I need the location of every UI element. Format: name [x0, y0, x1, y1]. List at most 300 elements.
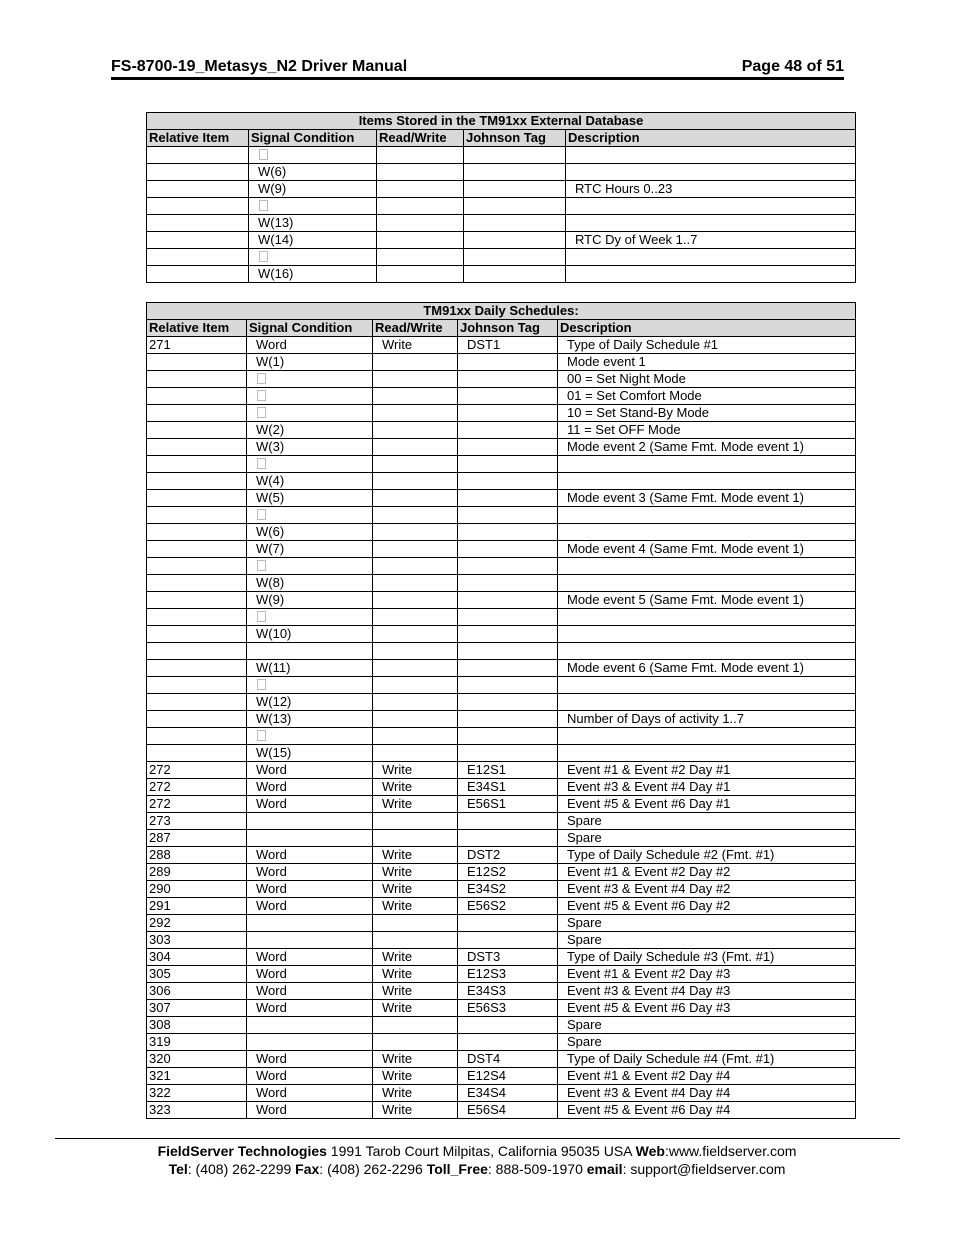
table-row — [147, 439, 856, 456]
johnson-tag-cell — [458, 490, 558, 507]
relative-item-cell: 291 — [147, 898, 247, 915]
relative-item-cell: 288 — [147, 847, 247, 864]
johnson-tag-cell: E56S3 — [458, 1000, 558, 1017]
table-row — [147, 660, 856, 677]
table-row — [147, 898, 856, 915]
description-cell — [558, 626, 856, 643]
signal-condition-cell: W(14) — [249, 232, 377, 249]
table-row — [147, 711, 856, 728]
read-write-cell: Write — [373, 1000, 458, 1017]
read-write-cell — [373, 558, 458, 575]
table-row — [147, 524, 856, 541]
read-write-cell: Write — [373, 847, 458, 864]
johnson-tag-cell — [458, 813, 558, 830]
description-cell: Mode event 4 (Same Fmt. Mode event 1) — [558, 541, 856, 558]
signal-condition-cell: W(5) — [247, 490, 373, 507]
relative-item-cell — [147, 388, 247, 405]
missing-glyph-icon — [259, 200, 268, 211]
table-row — [147, 371, 856, 388]
description-cell: Spare — [558, 1017, 856, 1034]
signal-condition-cell: Word — [247, 762, 373, 779]
read-write-cell — [373, 439, 458, 456]
relative-item-cell — [147, 592, 247, 609]
signal-condition-cell: W(15) — [247, 745, 373, 762]
relative-item-cell — [147, 473, 247, 490]
table-title: TM91xx Daily Schedules: — [147, 303, 856, 320]
description-cell: 01 = Set Comfort Mode — [558, 388, 856, 405]
johnson-tag-cell — [458, 728, 558, 745]
table-row — [147, 1068, 856, 1085]
read-write-cell — [373, 626, 458, 643]
description-cell: Event #1 & Event #2 Day #4 — [558, 1068, 856, 1085]
signal-condition-cell — [247, 388, 373, 405]
johnson-tag-cell — [458, 626, 558, 643]
relative-item-cell: 321 — [147, 1068, 247, 1085]
signal-condition-cell: W(3) — [247, 439, 373, 456]
relative-item-cell — [147, 541, 247, 558]
relative-item-cell — [147, 609, 247, 626]
signal-condition-cell — [249, 147, 377, 164]
table-row — [147, 456, 856, 473]
relative-item-cell — [147, 422, 247, 439]
table-row — [147, 830, 856, 847]
read-write-cell — [377, 147, 464, 164]
missing-glyph-icon — [257, 407, 266, 418]
relative-item-cell: 303 — [147, 932, 247, 949]
johnson-tag-cell — [458, 456, 558, 473]
read-write-cell — [377, 249, 464, 266]
johnson-tag-cell — [458, 1017, 558, 1034]
johnson-tag-cell — [458, 830, 558, 847]
description-cell: Number of Days of activity 1..7 — [558, 711, 856, 728]
read-write-cell — [377, 215, 464, 232]
signal-condition-cell: Word — [247, 898, 373, 915]
johnson-tag-cell: E12S1 — [458, 762, 558, 779]
johnson-tag-cell: E12S4 — [458, 1068, 558, 1085]
signal-condition-cell — [249, 198, 377, 215]
description-cell — [558, 473, 856, 490]
relative-item-cell: 289 — [147, 864, 247, 881]
read-write-cell — [373, 541, 458, 558]
relative-item-cell — [147, 643, 247, 660]
read-write-cell: Write — [373, 337, 458, 354]
table-row — [147, 966, 856, 983]
description-cell — [566, 198, 856, 215]
read-write-cell — [373, 830, 458, 847]
relative-item-cell — [147, 490, 247, 507]
description-cell: 11 = Set OFF Mode — [558, 422, 856, 439]
signal-condition-cell — [247, 915, 373, 932]
description-cell: Event #1 & Event #2 Day #3 — [558, 966, 856, 983]
table-row — [147, 881, 856, 898]
table-row — [147, 1051, 856, 1068]
column-header: Signal Condition — [247, 320, 373, 337]
johnson-tag-cell — [458, 643, 558, 660]
relative-item-cell — [147, 677, 247, 694]
johnson-tag-cell: E34S1 — [458, 779, 558, 796]
relative-item-cell: 304 — [147, 949, 247, 966]
signal-condition-cell: W(7) — [247, 541, 373, 558]
signal-condition-cell — [247, 371, 373, 388]
table-row — [147, 558, 856, 575]
column-header: Signal Condition — [249, 130, 377, 147]
signal-condition-cell — [247, 932, 373, 949]
signal-condition-cell: Word — [247, 983, 373, 1000]
johnson-tag-cell: DST4 — [458, 1051, 558, 1068]
column-header: Read/Write — [377, 130, 464, 147]
relative-item-cell — [147, 232, 249, 249]
document-title: FS-8700-19_Metasys_N2 Driver Manual — [111, 58, 408, 75]
column-header-row — [147, 130, 856, 147]
signal-condition-cell — [247, 813, 373, 830]
description-cell — [566, 147, 856, 164]
johnson-tag-cell — [458, 473, 558, 490]
table-row — [147, 541, 856, 558]
table-row — [147, 1000, 856, 1017]
signal-condition-cell: Word — [247, 1102, 373, 1119]
johnson-tag-cell — [464, 215, 566, 232]
description-cell: Event #3 & Event #4 Day #3 — [558, 983, 856, 1000]
signal-condition-cell: W(2) — [247, 422, 373, 439]
table-row — [147, 249, 856, 266]
relative-item-cell: 292 — [147, 915, 247, 932]
table-row — [147, 728, 856, 745]
table-row — [147, 1085, 856, 1102]
column-header: Description — [566, 130, 856, 147]
footer-rule — [55, 1138, 900, 1139]
johnson-tag-cell — [458, 575, 558, 592]
johnson-tag-cell — [458, 1034, 558, 1051]
signal-condition-cell: Word — [247, 1068, 373, 1085]
signal-condition-cell: Word — [247, 1085, 373, 1102]
relative-item-cell — [147, 354, 247, 371]
read-write-cell: Write — [373, 1051, 458, 1068]
signal-condition-cell: W(8) — [247, 575, 373, 592]
relative-item-cell — [147, 575, 247, 592]
read-write-cell: Write — [373, 1068, 458, 1085]
read-write-cell: Write — [373, 983, 458, 1000]
johnson-tag-cell — [458, 371, 558, 388]
relative-item-cell: 272 — [147, 762, 247, 779]
table-row — [147, 1034, 856, 1051]
relative-item-cell: 290 — [147, 881, 247, 898]
description-cell — [558, 524, 856, 541]
relative-item-cell — [147, 215, 249, 232]
signal-condition-cell — [247, 643, 373, 660]
read-write-cell — [377, 266, 464, 283]
read-write-cell: Write — [373, 949, 458, 966]
read-write-cell — [377, 181, 464, 198]
missing-glyph-icon — [257, 458, 266, 469]
relative-item-cell: 271 — [147, 337, 247, 354]
relative-item-cell — [147, 266, 249, 283]
column-header: Relative Item — [147, 130, 249, 147]
read-write-cell — [373, 507, 458, 524]
johnson-tag-cell — [458, 915, 558, 932]
relative-item-cell — [147, 456, 247, 473]
relative-item-cell — [147, 249, 249, 266]
johnson-tag-cell — [464, 266, 566, 283]
table-row — [147, 388, 856, 405]
read-write-cell — [373, 745, 458, 762]
read-write-cell — [373, 728, 458, 745]
description-cell: Type of Daily Schedule #3 (Fmt. #1) — [558, 949, 856, 966]
read-write-cell — [377, 198, 464, 215]
relative-item-cell: 305 — [147, 966, 247, 983]
missing-glyph-icon — [257, 611, 266, 622]
read-write-cell — [373, 813, 458, 830]
table-row — [147, 609, 856, 626]
fax-value: : (408) 262-2296 — [319, 1161, 427, 1177]
johnson-tag-cell: E56S2 — [458, 898, 558, 915]
read-write-cell: Write — [373, 762, 458, 779]
read-write-cell — [373, 660, 458, 677]
relative-item-cell — [147, 371, 247, 388]
relative-item-cell — [147, 507, 247, 524]
read-write-cell — [373, 524, 458, 541]
relative-item-cell — [147, 626, 247, 643]
relative-item-cell — [147, 728, 247, 745]
signal-condition-cell — [247, 405, 373, 422]
email-label: email — [586, 1161, 623, 1177]
read-write-cell: Write — [373, 881, 458, 898]
web-link[interactable]: :www.fieldserver.com — [664, 1143, 797, 1159]
footer-line-1 — [0, 1142, 954, 1160]
relative-item-cell: 307 — [147, 1000, 247, 1017]
read-write-cell — [373, 575, 458, 592]
description-cell: Event #5 & Event #6 Day #1 — [558, 796, 856, 813]
table-row — [147, 405, 856, 422]
external-database-table — [146, 112, 856, 283]
signal-condition-cell: Word — [247, 864, 373, 881]
relative-item-cell — [147, 147, 249, 164]
description-cell: Event #5 & Event #6 Day #2 — [558, 898, 856, 915]
johnson-tag-cell: E12S2 — [458, 864, 558, 881]
read-write-cell — [373, 677, 458, 694]
johnson-tag-cell — [464, 164, 566, 181]
read-write-cell: Write — [373, 1085, 458, 1102]
relative-item-cell — [147, 660, 247, 677]
relative-item-cell: 323 — [147, 1102, 247, 1119]
relative-item-cell — [147, 558, 247, 575]
table-row — [147, 779, 856, 796]
column-header: Johnson Tag — [464, 130, 566, 147]
missing-glyph-icon — [257, 560, 266, 571]
description-cell: RTC Hours 0..23 — [566, 181, 856, 198]
tollfree-label: Toll_Free — [426, 1161, 488, 1177]
table-row — [147, 694, 856, 711]
table-row — [147, 473, 856, 490]
johnson-tag-cell — [458, 507, 558, 524]
missing-glyph-icon — [257, 390, 266, 401]
table-row — [147, 266, 856, 283]
description-cell: Mode event 6 (Same Fmt. Mode event 1) — [558, 660, 856, 677]
johnson-tag-cell: E56S1 — [458, 796, 558, 813]
johnson-tag-cell — [464, 147, 566, 164]
read-write-cell: Write — [373, 966, 458, 983]
relative-item-cell: 273 — [147, 813, 247, 830]
relative-item-cell: 272 — [147, 796, 247, 813]
relative-item-cell: 308 — [147, 1017, 247, 1034]
relative-item-cell: 320 — [147, 1051, 247, 1068]
description-cell — [558, 694, 856, 711]
description-cell — [558, 507, 856, 524]
column-header: Johnson Tag — [458, 320, 558, 337]
missing-glyph-icon — [257, 373, 266, 384]
table-row — [147, 677, 856, 694]
description-cell: Type of Daily Schedule #4 (Fmt. #1) — [558, 1051, 856, 1068]
signal-condition-cell: Word — [247, 779, 373, 796]
johnson-tag-cell — [458, 932, 558, 949]
signal-condition-cell: Word — [247, 966, 373, 983]
fax-label: Fax — [295, 1161, 320, 1177]
signal-condition-cell — [249, 249, 377, 266]
table-row — [147, 626, 856, 643]
description-cell: Mode event 3 (Same Fmt. Mode event 1) — [558, 490, 856, 507]
signal-condition-cell: Word — [247, 337, 373, 354]
signal-condition-cell — [247, 1034, 373, 1051]
description-cell — [566, 266, 856, 283]
web-label: Web — [635, 1143, 665, 1159]
signal-condition-cell: W(1) — [247, 354, 373, 371]
tel-value: : (408) 262-2299 — [187, 1161, 296, 1177]
table-row — [147, 232, 856, 249]
read-write-cell — [373, 490, 458, 507]
company-address: 1991 Tarob Court Milpitas, California 95035 USA — [326, 1143, 636, 1159]
signal-condition-cell — [247, 609, 373, 626]
table-row — [147, 932, 856, 949]
email-link[interactable]: : support@fieldserver.com — [622, 1161, 786, 1177]
relative-item-cell — [147, 198, 249, 215]
johnson-tag-cell — [458, 524, 558, 541]
description-cell: Event #1 & Event #2 Day #1 — [558, 762, 856, 779]
column-header: Read/Write — [373, 320, 458, 337]
johnson-tag-cell: DST1 — [458, 337, 558, 354]
johnson-tag-cell — [458, 592, 558, 609]
description-cell: Mode event 5 (Same Fmt. Mode event 1) — [558, 592, 856, 609]
johnson-tag-cell: DST3 — [458, 949, 558, 966]
read-write-cell — [373, 609, 458, 626]
read-write-cell: Write — [373, 898, 458, 915]
description-cell — [558, 643, 856, 660]
johnson-tag-cell — [458, 694, 558, 711]
read-write-cell — [373, 643, 458, 660]
read-write-cell — [373, 371, 458, 388]
signal-condition-cell: W(13) — [249, 215, 377, 232]
read-write-cell — [377, 232, 464, 249]
description-cell: Event #1 & Event #2 Day #2 — [558, 864, 856, 881]
johnson-tag-cell — [458, 405, 558, 422]
table-row — [147, 215, 856, 232]
relative-item-cell — [147, 745, 247, 762]
signal-condition-cell: W(6) — [249, 164, 377, 181]
johnson-tag-cell — [464, 181, 566, 198]
table-row — [147, 181, 856, 198]
description-cell: Spare — [558, 915, 856, 932]
description-cell: Event #5 & Event #6 Day #3 — [558, 1000, 856, 1017]
table-row — [147, 643, 856, 660]
signal-condition-cell: Word — [247, 949, 373, 966]
description-cell: 10 = Set Stand-By Mode — [558, 405, 856, 422]
description-cell — [558, 456, 856, 473]
signal-condition-cell: W(11) — [247, 660, 373, 677]
relative-item-cell: 287 — [147, 830, 247, 847]
table-row — [147, 354, 856, 371]
johnson-tag-cell — [458, 609, 558, 626]
description-cell: Event #3 & Event #4 Day #2 — [558, 881, 856, 898]
signal-condition-cell — [247, 830, 373, 847]
johnson-tag-cell — [458, 439, 558, 456]
table-row — [147, 1102, 856, 1119]
signal-condition-cell — [247, 677, 373, 694]
description-cell: Spare — [558, 813, 856, 830]
signal-condition-cell — [247, 456, 373, 473]
read-write-cell — [373, 354, 458, 371]
description-cell: Mode event 1 — [558, 354, 856, 371]
column-header: Relative Item — [147, 320, 247, 337]
johnson-tag-cell: E56S4 — [458, 1102, 558, 1119]
description-cell — [566, 215, 856, 232]
read-write-cell — [373, 711, 458, 728]
description-cell: RTC Dy of Week 1..7 — [566, 232, 856, 249]
read-write-cell — [373, 456, 458, 473]
description-cell — [558, 575, 856, 592]
johnson-tag-cell — [464, 198, 566, 215]
read-write-cell — [373, 932, 458, 949]
signal-condition-cell: W(9) — [247, 592, 373, 609]
page-header — [111, 57, 844, 77]
missing-glyph-icon — [257, 679, 266, 690]
relative-item-cell: 272 — [147, 779, 247, 796]
read-write-cell — [373, 405, 458, 422]
read-write-cell — [373, 388, 458, 405]
description-cell: Event #3 & Event #4 Day #1 — [558, 779, 856, 796]
description-cell — [558, 745, 856, 762]
description-cell — [566, 249, 856, 266]
missing-glyph-icon — [257, 509, 266, 520]
missing-glyph-icon — [257, 730, 266, 741]
johnson-tag-cell: E34S3 — [458, 983, 558, 1000]
signal-condition-cell: W(10) — [247, 626, 373, 643]
missing-glyph-icon — [259, 149, 268, 160]
read-write-cell — [373, 915, 458, 932]
relative-item-cell: 319 — [147, 1034, 247, 1051]
header-rule — [111, 77, 844, 80]
johnson-tag-cell — [458, 677, 558, 694]
johnson-tag-cell: E12S3 — [458, 966, 558, 983]
read-write-cell — [373, 694, 458, 711]
signal-condition-cell — [247, 558, 373, 575]
tollfree-value: : 888-509-1970 — [487, 1161, 587, 1177]
description-cell: Type of Daily Schedule #1 — [558, 337, 856, 354]
johnson-tag-cell — [458, 711, 558, 728]
footer-line-2 — [0, 1160, 954, 1178]
relative-item-cell — [147, 439, 247, 456]
daily-schedules-table — [146, 302, 856, 1119]
description-cell: Spare — [558, 830, 856, 847]
description-cell — [558, 609, 856, 626]
signal-condition-cell: W(12) — [247, 694, 373, 711]
read-write-cell — [373, 592, 458, 609]
table-row — [147, 507, 856, 524]
table-row — [147, 762, 856, 779]
description-cell: 00 = Set Night Mode — [558, 371, 856, 388]
signal-condition-cell: Word — [247, 1051, 373, 1068]
table-row — [147, 575, 856, 592]
johnson-tag-cell — [458, 745, 558, 762]
description-cell: Type of Daily Schedule #2 (Fmt. #1) — [558, 847, 856, 864]
johnson-tag-cell — [458, 558, 558, 575]
